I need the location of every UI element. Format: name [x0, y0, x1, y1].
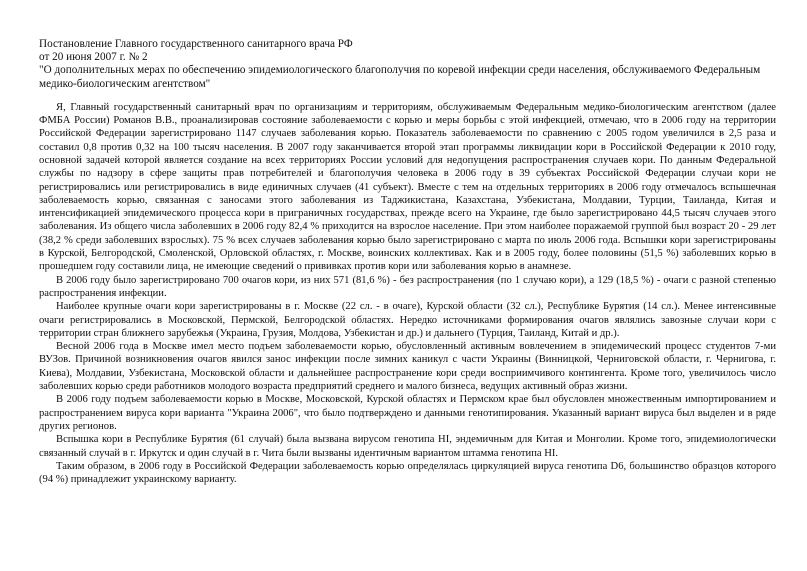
paragraph: Вспышка кори в Республике Бурятия (61 случай) была вызвана вирусом генотипа HI, эндемичным для Китая и Монголии. Кроме того, эпидемиологически связанный случай в г. Иркутск и один случай в г. Чита были вызваны идентичным вариантом штамма генотипа HI.: [39, 434, 776, 459]
paragraph: Наиболее крупные очаги кори зарегистрированы в г. Москве (22 сл. - в очаге), Курской области (32 сл.), Республике Бурятия (14 сл.). Менее интенсивные очаги регистрировались в Московской, Пермской, Белгородской областях. Нередко источниками формирования очагов являлись завозные случаи кори с территории стран ближнего зарубежья (Украина, Грузия, Молдова, Узбекистан и др.) и дальнего (Турция, Таиланд, Китай и др.).: [39, 301, 776, 339]
paragraph: Весной 2006 года в Москве имел место подъем заболеваемости корью, обусловленный активным вовлечением в эпидемический процесс студентов 7-ми ВУЗов. Причиной возникновения очагов явился занос инфекции после зимних каникул с части Украины (Винницкой, Черниговской области, г. Чернигова, г. Киева), Молдавии, Узбекистана, Московской области и дальнейшее распространение кори среди восприимчивого контингента. Кроме того, увеличилось число заболевших корью среди работников молодого возраста предприятий среднего и малого бизнеса, ведущих активный образ жизни.: [39, 341, 776, 393]
document-subject: "О дополнительных мерах по обеспечению эпидемиологического благополучия по коревой инфекции среди населения, обслуживаемого Федеральным медико-биологическим агентством": [39, 64, 761, 90]
paragraph: В 2006 году подъем заболеваемости корью в Москве, Московской, Курской областях и Пермском крае был обусловлен множественным импортированием и распространением вируса кори варианта "Украина 2006", что было подтверждено и данными генотипирования. Указанный вариант вируса был выделен и в ряде других регионов.: [39, 394, 776, 432]
document-date: от 20 июня 2007 г. № 2: [39, 51, 148, 64]
document-header: [39, 38, 776, 91]
document-title: Постановление Главного государственного санитарного врача РФ: [39, 38, 353, 50]
paragraph: В 2006 году было зарегистрировано 700 очагов кори, из них 571 (81,6 %) - без распространения (по 1 случаю кори), а 129 (18,5 %) - очаги с разной степенью распространения инфекции.: [39, 274, 776, 299]
document-body: [39, 101, 776, 487]
paragraph: Я, Главный государственный санитарный врач по организациям и территориям, обслуживаемым Федеральным медико-биологическим агентством (далее ФМБА России) Романов В.В., проанализировав состояние заболеваемости с корью и меры борьбы с этой инфекцией, отмечаю, что в 2006 году на территории Российской Федерации зарегистрировано 1147 случаев заболевания корью. Показатель заболеваемости по сравнению с 2005 годом увеличился в 2,5 раза и составил 0,8 против 0,32 на 100 тысяч населения. В 2007 году заканчивается второй этап программы ликвидации кори в Российской Федерации к 2010 году, основной задачей которой является создание на всех территориях России условий для недопущения распространения случаев кори. По данным Федеральной службы по надзору в сфере защиты прав потребителей и благополучия человека в 2006 году в 39 субъектах Российской Федерации случаи кори не регистрировались или регистрировались в виде единичных случаев (41 субъект). Вместе с тем на отдельных территориях в 2006 году отмечалось вспышечная заболеваемость корью, связанная с заносами этого заболевания из Таджикистана, Казахстана, Узбекистана, Молдавии, Турции, Таиланда, Китая и интенсификацией эпидемического процесса кори в приграничных государствах, прежде всего на Украине, где было зарегистрировано 44,5 тысяч случаев этого заболевания. Из общего числа заболевших в 2006 году 82,4 % приходится на взрослое население. При этом наиболее поражаемой группой был возраст 20 - 29 лет (38,2 % среди заболевших взрослых). 75 % всех случаев заболевания корью было зарегистрировано с марта по июль 2006 года. Вспышки кори зарегистрированы в Курской, Белгородской, Смоленской, Орловской областях, г. Москве, воинских коллективах. Как и в 2005 году, более половины (51,5 %) заболевших корью в прошедшем году составили лица, не имеющие сведений о прививках против кори или заболевания корью в анамнезе.: [39, 101, 776, 273]
paragraph: Таким образом, в 2006 году в Российской Федерации заболеваемость корью определялась циркуляцией вируса генотипа D6, большинство образцов которого (94 %) принадлежит украинскому варианту.: [39, 460, 776, 486]
document: [39, 38, 776, 486]
